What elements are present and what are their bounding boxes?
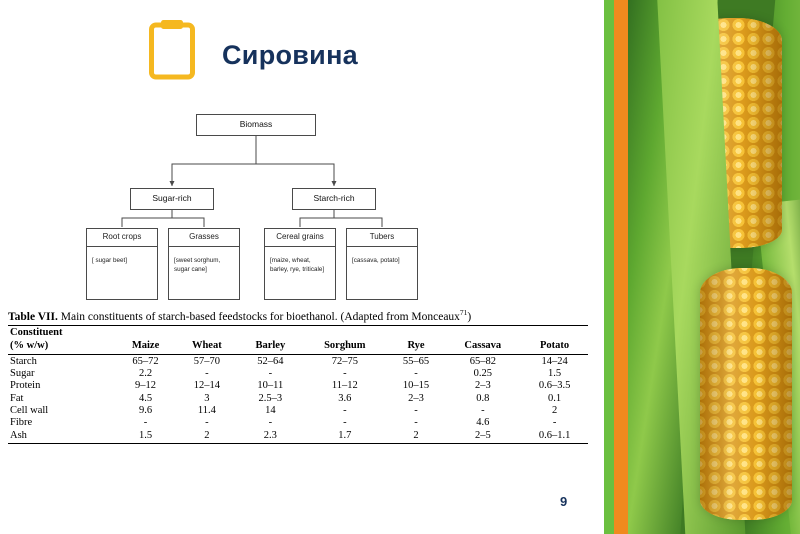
cell: - (481, 405, 485, 417)
cell: 65–82 (469, 355, 496, 367)
cell: 2.3 (239, 429, 303, 443)
cell: 4.5 (138, 392, 153, 404)
cell: 3 (204, 392, 210, 404)
cell: 10–11 (257, 380, 284, 392)
diagram-leaf-root-crops-detail: [ sugar beet] (92, 257, 128, 264)
table-header-cassava: Cassava (444, 339, 521, 355)
corn-photo (628, 0, 800, 534)
table-head (8, 326, 588, 355)
page-title: Сировина (222, 40, 359, 70)
table-row (8, 367, 588, 379)
diagram-leaf-cereal-grains-detail: [maize, wheat, barley, rye, triticale] (270, 257, 325, 273)
diagram-node-biomass: Biomass (196, 114, 316, 136)
cell: 65–72 (132, 355, 159, 367)
cell: 14 (265, 405, 276, 417)
row-name: Cell wall (10, 405, 49, 417)
cell: 10–15 (402, 380, 430, 392)
table-header-row-top (8, 326, 588, 339)
table-row (8, 380, 588, 392)
cell: 0.6–1.1 (521, 429, 588, 443)
diagram-leaf-tubers-label: Tubers (347, 229, 417, 247)
table-row (8, 429, 588, 443)
page-number: 9 (560, 494, 568, 509)
table-row (8, 392, 588, 404)
table-row (8, 417, 588, 429)
diagram-leaf-root-crops (86, 228, 158, 300)
corn-cob-shading (700, 268, 792, 520)
biomass-flow-diagram (60, 108, 530, 308)
cell: 0.8 (476, 392, 490, 404)
table-caption-label: Table VII. (8, 310, 58, 323)
row-name: Ash (8, 429, 116, 443)
cell: - (343, 417, 347, 429)
cell: - (205, 417, 209, 429)
cell: 4.6 (476, 417, 490, 429)
diagram-node-sugar-rich: Sugar-rich (130, 188, 214, 210)
table-header-maize: Maize (116, 339, 175, 355)
row-name: Fibre (10, 417, 33, 429)
cell: 1.5 (548, 367, 562, 379)
cell: 2–3 (474, 380, 491, 392)
cell: 12–14 (193, 380, 220, 392)
cell: 2–5 (444, 429, 521, 443)
divider-green (604, 0, 614, 534)
table-header-sorghum: Sorghum (302, 339, 387, 355)
diagram-leaf-grasses-detail: [sweet sorghum, sugar cane] (174, 257, 221, 273)
table-header-barley: Barley (239, 339, 303, 355)
row-name: Starch (10, 355, 37, 367)
cell: 2 (388, 429, 445, 443)
table-row (8, 354, 588, 367)
cell: 2.2 (138, 367, 153, 379)
cell: - (414, 417, 418, 429)
cell: 9–12 (135, 380, 157, 392)
cell: 55–65 (402, 355, 430, 367)
table-header-constituent-line2: (% w/w) (8, 339, 116, 355)
table-body (8, 354, 588, 443)
cell: - (343, 405, 347, 417)
table-header-row-bottom (8, 339, 588, 355)
divider-orange (614, 0, 628, 534)
row-name: Sugar (10, 367, 35, 379)
cell: - (414, 405, 418, 417)
diagram-leaf-root-crops-label: Root crops (87, 229, 157, 247)
table-header-wheat: Wheat (175, 339, 239, 355)
table-caption-ref: 71 (459, 308, 468, 317)
cell: 14–24 (541, 355, 568, 367)
constituents-table (8, 326, 588, 444)
table-row (8, 404, 588, 416)
diagram-leaf-grasses (168, 228, 240, 300)
table-header-spacer (116, 326, 588, 339)
cell: - (268, 367, 273, 379)
clipboard-icon (148, 18, 196, 80)
cell: 1.7 (302, 429, 387, 443)
cell: 52–64 (257, 355, 284, 367)
row-name: Fat (10, 392, 24, 404)
cell: 11–12 (331, 380, 358, 392)
row-name: Protein (10, 380, 41, 392)
cell: 57–70 (193, 355, 220, 367)
diagram-leaf-cereal-grains (264, 228, 336, 300)
table-header-potato: Potato (521, 339, 588, 355)
cell: - (414, 367, 418, 379)
table-caption (8, 308, 588, 326)
cell: 0.25 (473, 367, 492, 379)
constituents-table-block (8, 308, 588, 444)
cell: 3.6 (338, 392, 352, 404)
cell: 2.5–3 (258, 392, 283, 404)
table-header-constituent-line1: Constituent (10, 326, 63, 338)
divider-white (596, 0, 604, 534)
diagram-leaf-cereal-grains-label: Cereal grains (265, 229, 335, 247)
diagram-node-starch-rich: Starch-rich (292, 188, 376, 210)
table-header-rye: Rye (388, 339, 445, 355)
cell: 2 (175, 429, 239, 443)
table-caption-text: Main constituents of starch-based feedstocks for bioethanol. (Adapted from Monceaux (57, 310, 460, 323)
cell: 72–75 (331, 355, 358, 367)
cell: 0.6–3.5 (538, 380, 571, 392)
cell: - (268, 417, 273, 429)
cell: 11.4 (197, 405, 216, 417)
diagram-leaf-tubers-detail: [cassava, potato] (352, 257, 400, 264)
cell: 2 (551, 405, 558, 417)
cell: - (205, 367, 209, 379)
corn-cob (700, 268, 792, 520)
cell: - (552, 417, 557, 429)
cell: - (143, 417, 148, 429)
cell: 0.1 (548, 392, 562, 404)
cell: 2–3 (408, 392, 424, 404)
cell: 9.6 (138, 405, 153, 417)
diagram-leaf-tubers (346, 228, 418, 300)
cell: - (343, 367, 347, 379)
diagram-leaf-grasses-label: Grasses (169, 229, 239, 247)
cell: 1.5 (116, 429, 175, 443)
table-caption-end: ) (467, 310, 472, 323)
